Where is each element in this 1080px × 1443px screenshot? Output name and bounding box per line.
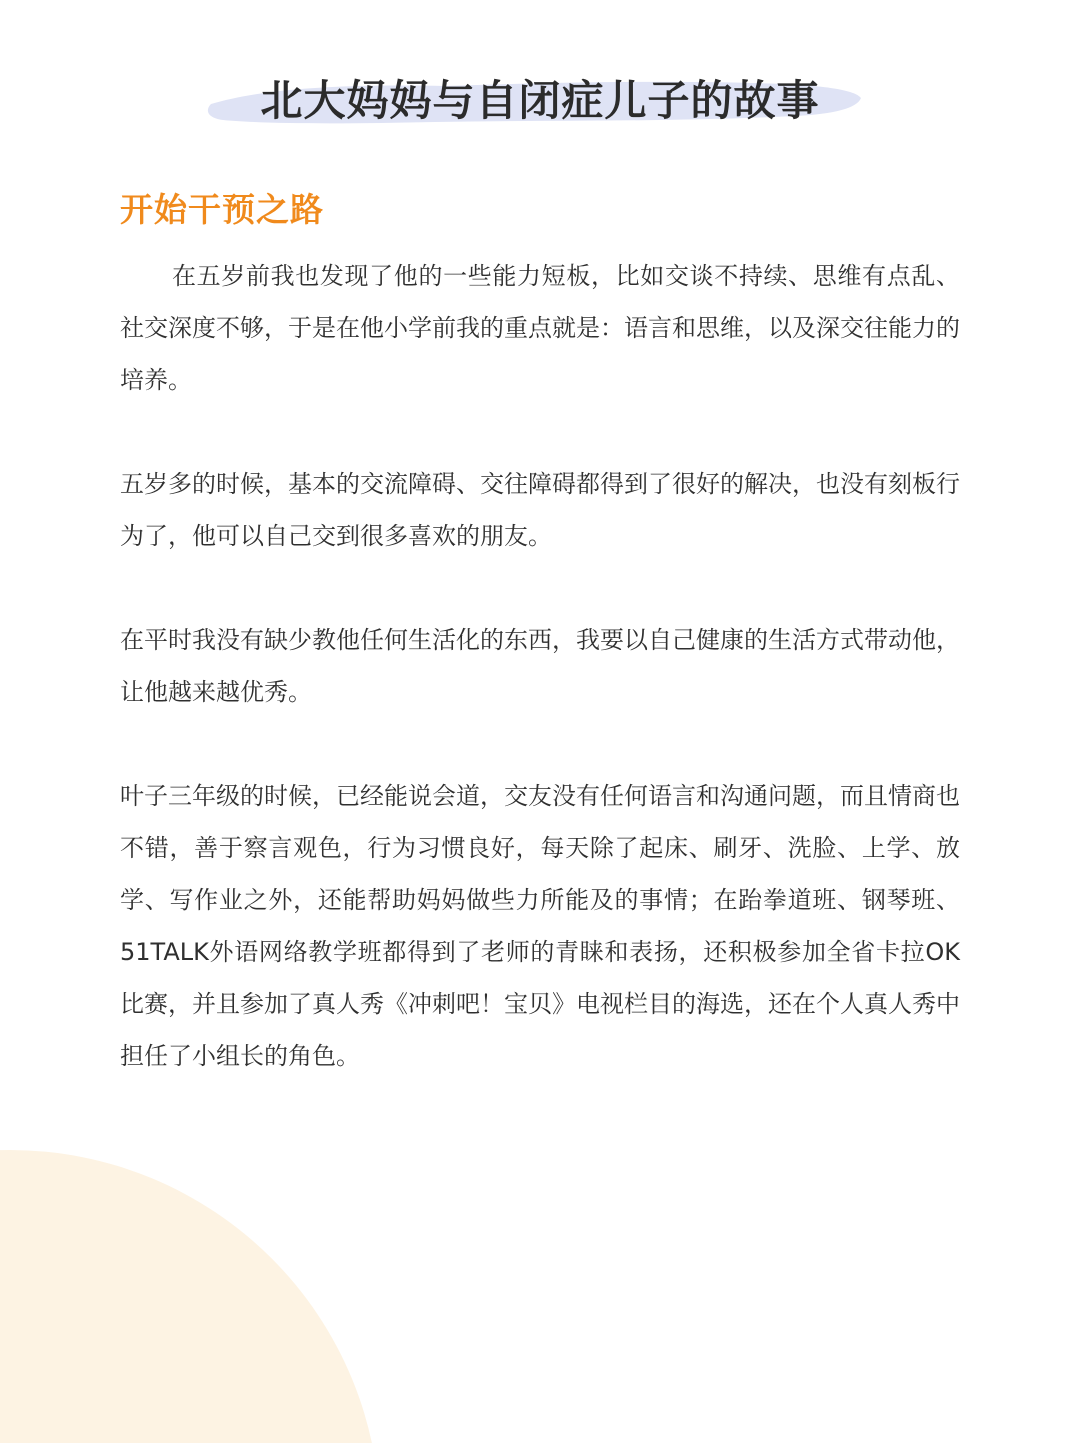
paragraph: 在五岁前我也发现了他的一些能力短板，比如交谈不持续、思维有点乱、社交深度不够，于是在他小学前我的重点就是：语言和思维，以及深交往能力的培养。 [120,262,960,394]
paragraph: 五岁多的时候，基本的交流障碍、交往障碍都得到了很好的解决，也没有刻板行为了，他可以自己交到很多喜欢的朋友。 [120,470,960,550]
section-heading: 开始干预之路 [120,190,324,229]
title-banner [0,62,1080,142]
paragraph: 叶子三年级的时候，已经能说会道，交友没有任何语言和沟通问题，而且情商也不错，善于察言观色，行为习惯良好，每天除了起床、刷牙、洗脸、上学、放学、写作业之外，还能帮助妈妈做些力所能及的事情；在跆拳道班、钢琴班、51TALK外语网络教学班都得到了老师的青睐和表扬，还积极参加全省卡拉OK比赛，并且参加了真人秀《冲刺吧！宝贝》电视栏目的海选，还在个人真人秀中担任了小组长的角色。 [120,782,960,1070]
corner-decoration [0,1150,380,1443]
paragraph: 在平时我没有缺少教他任何生活化的东西，我要以自己健康的生活方式带动他，让他越来越优秀。 [120,626,960,706]
page-title: 北大妈妈与自闭症儿子的故事 [260,76,820,125]
article-body [120,250,960,1134]
